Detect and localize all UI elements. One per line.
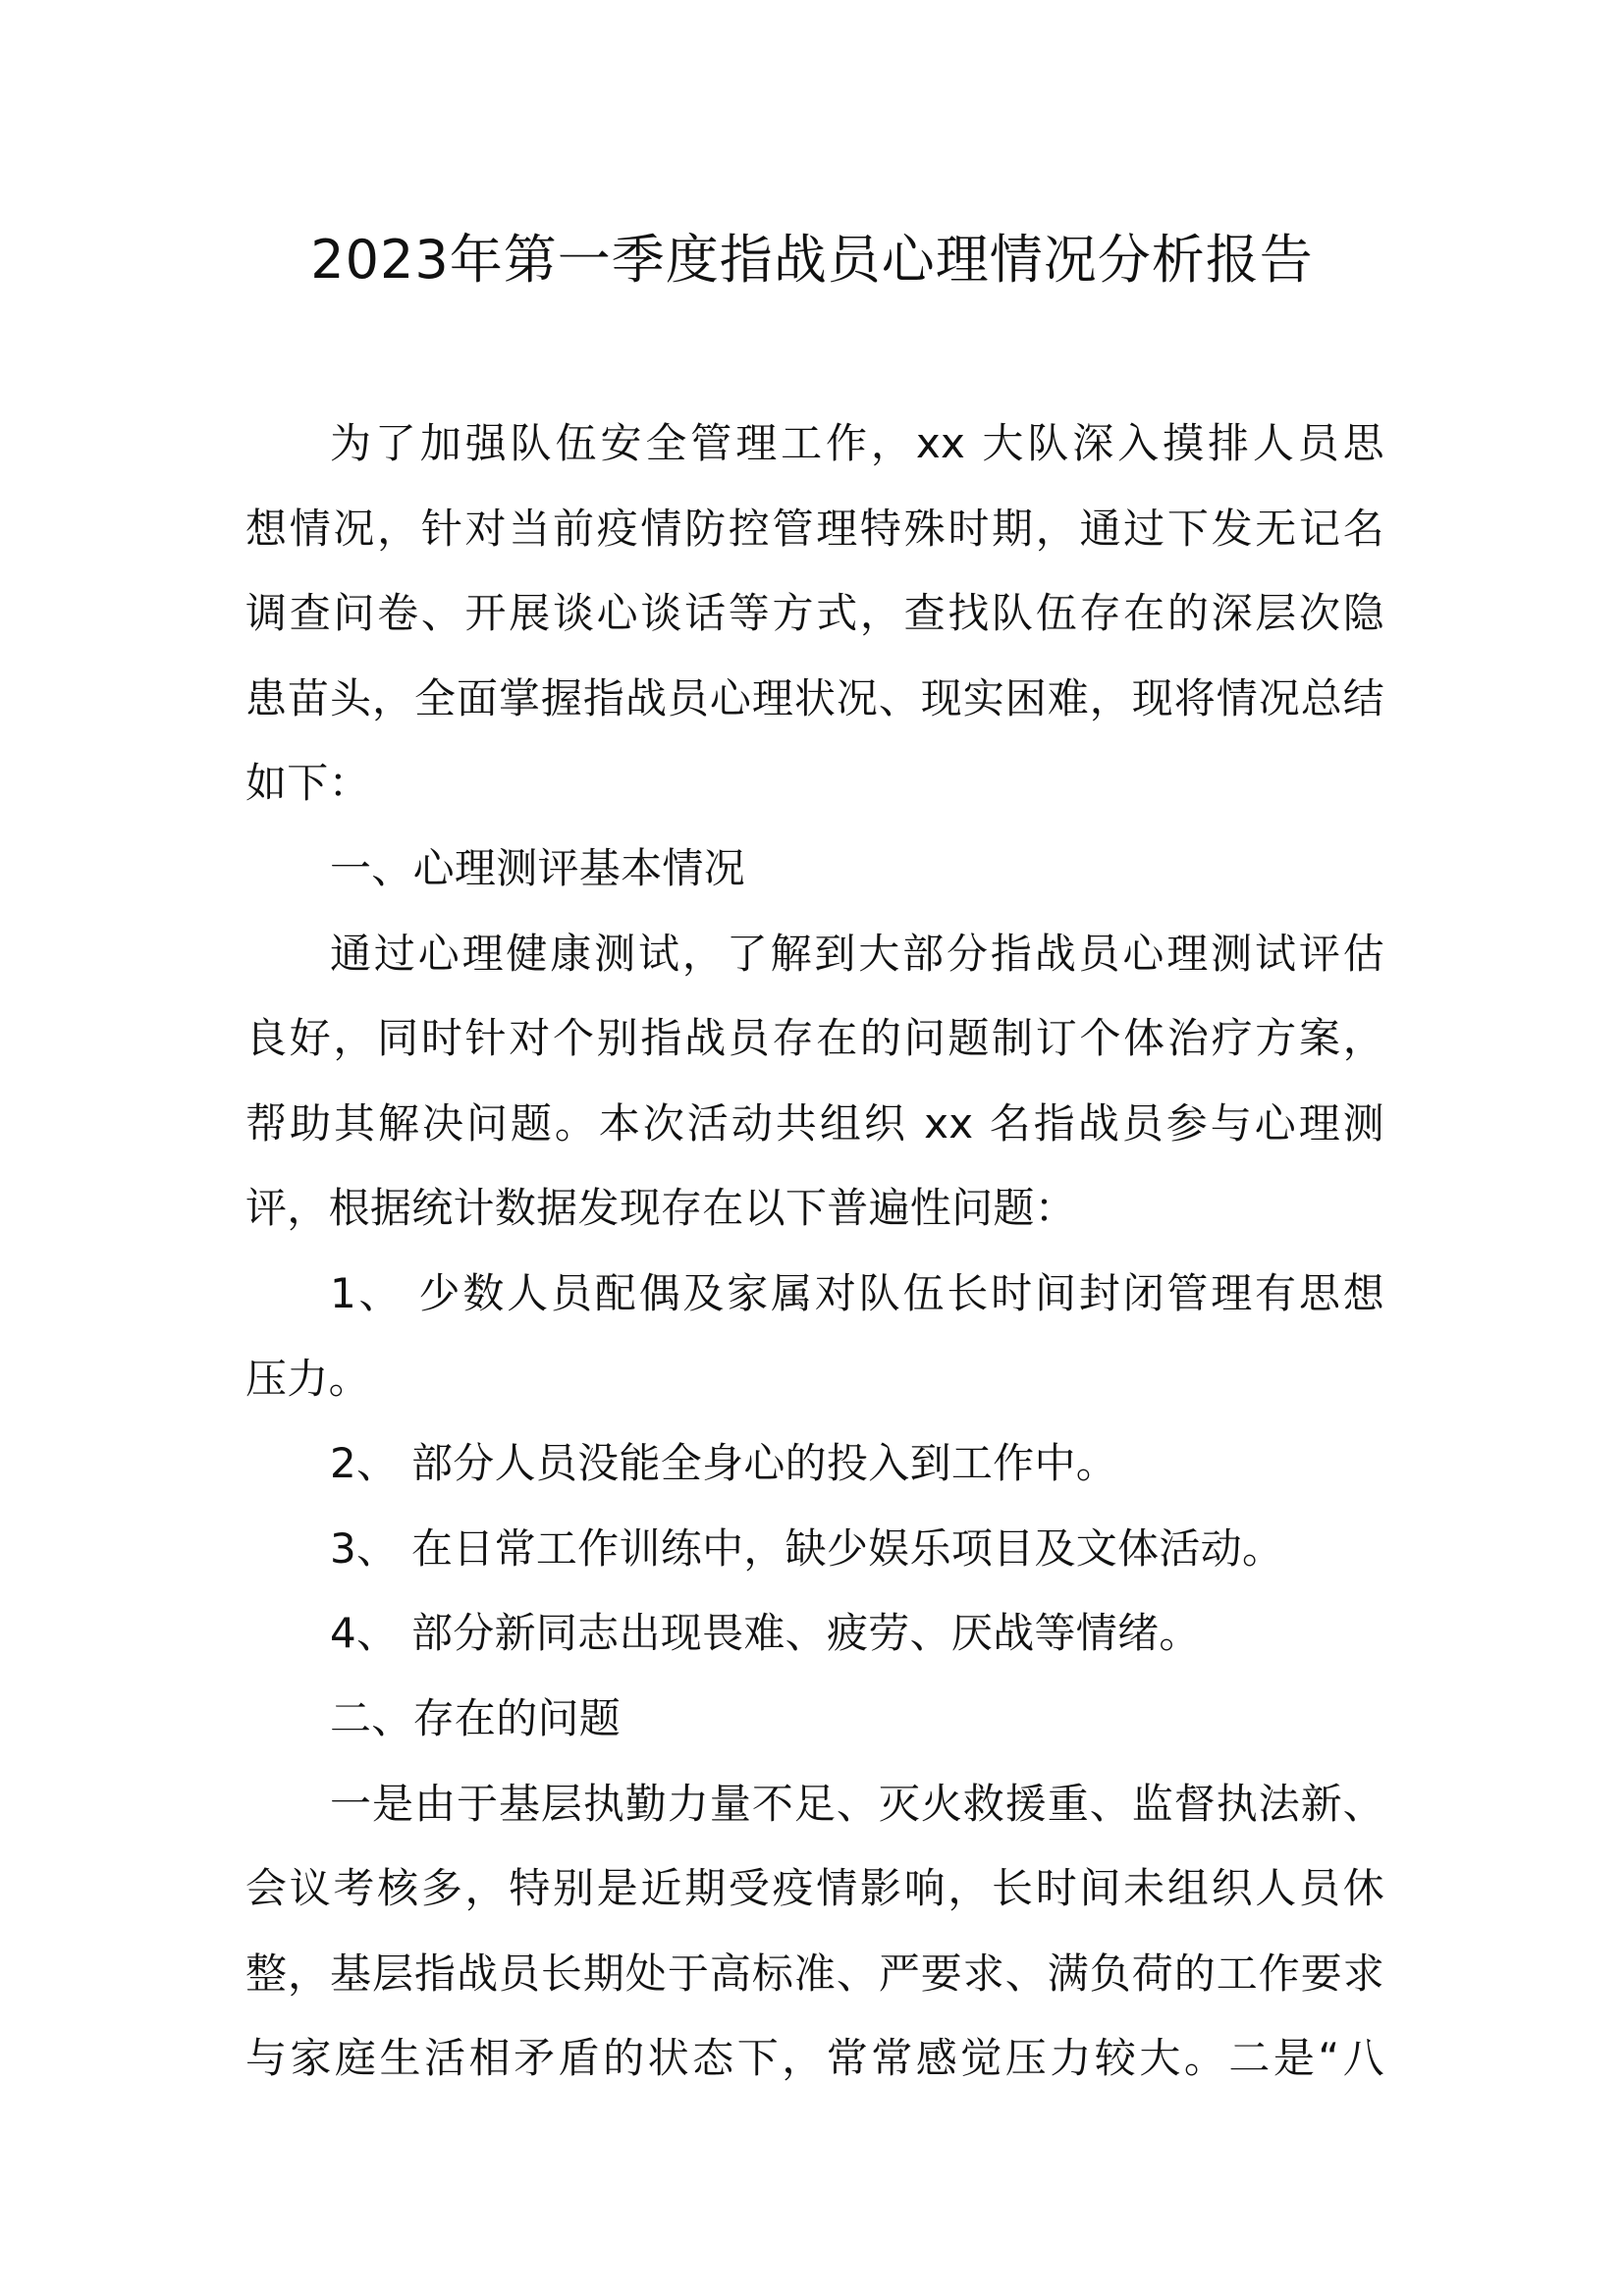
- paragraph-line: 帮助其解决问题。本次活动共组织 xx 名指战员参与心理测: [245, 1099, 1384, 1148]
- list-item: 2、 部分人员没能全身心的投入到工作中。: [330, 1439, 1118, 1487]
- paragraph-line: 想情况，针对当前疫情防控管理特殊时期，通过下发无记名: [245, 505, 1384, 553]
- section-heading: 二、存在的问题: [330, 1694, 622, 1742]
- paragraph-line: 患苗头，全面掌握指战员心理状况、现实困难，现将情况总结: [245, 674, 1384, 722]
- document-title: 2023年第一季度指战员心理情况分析报告: [310, 229, 1314, 291]
- paragraph-line: 会议考核多，特别是近期受疫情影响，长时间未组织人员休: [245, 1864, 1384, 1912]
- list-item: 3、 在日常工作训练中，缺少娱乐项目及文体活动。: [330, 1524, 1284, 1573]
- list-item: 4、 部分新同志出现畏难、疲劳、厌战等情绪。: [330, 1609, 1201, 1657]
- paragraph-line: 评，根据统计数据发现存在以下普遍性问题：: [245, 1184, 1077, 1232]
- paragraph-line: 调查问卷、开展谈心谈话等方式，查找队伍存在的深层次隐: [245, 589, 1384, 637]
- list-item-continuation: 压力。: [245, 1355, 370, 1403]
- paragraph-line: 整，基层指战员长期处于高标准、严要求、满负荷的工作要求: [245, 1949, 1384, 1998]
- list-item: 1、 少数人员配偶及家属对队伍长时间封闭管理有思想: [330, 1269, 1384, 1317]
- paragraph-line: 为了加强队伍安全管理工作，xx 大队深入摸排人员思: [330, 419, 1384, 467]
- paragraph-line: 通过心理健康测试，了解到大部分指战员心理测试评估: [330, 930, 1384, 978]
- paragraph-line: 一是由于基层执勤力量不足、灭火救援重、监督执法新、: [330, 1780, 1384, 1828]
- section-heading: 一、心理测评基本情况: [330, 844, 746, 892]
- paragraph-line: 如下：: [245, 759, 370, 807]
- paragraph-line: 良好，同时针对个别指战员存在的问题制订个体治疗方案，: [245, 1014, 1384, 1062]
- paragraph-line: 与家庭生活相矛盾的状态下，常常感觉压力较大。二是“八: [245, 2034, 1384, 2082]
